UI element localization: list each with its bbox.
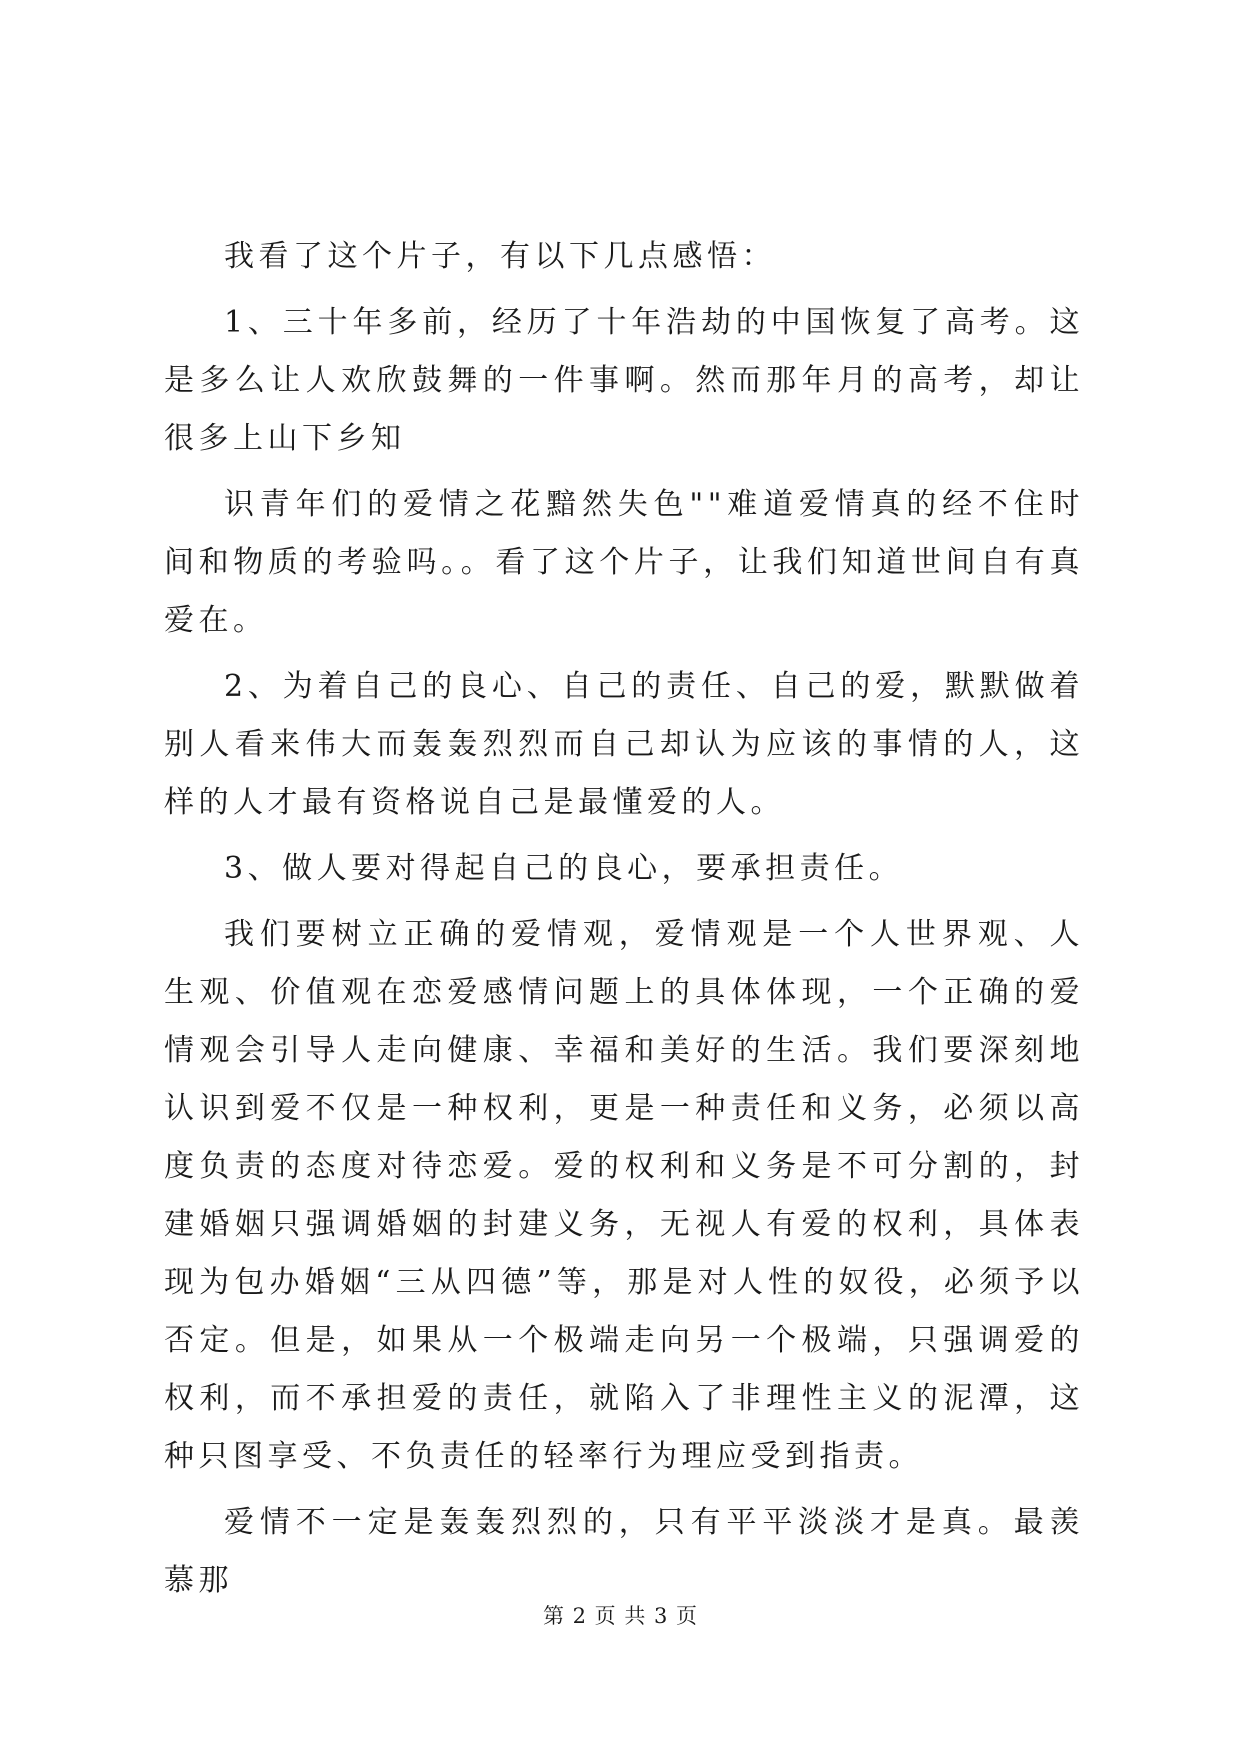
paragraph-point-1: 1、三十年多前，经历了十年浩劫的中国恢复了高考。这是多么让人欢欣鼓舞的一件事啊。然而那年月的高考，却让很多上山下乡知 — [164, 305, 1084, 456]
paragraph-point-3: 3、做人要对得起自己的良心，要承担责任。 — [224, 851, 904, 886]
paragraph-point-2: 2、为着自己的良心、自己的责任、自己的爱，默默做着别人看来伟大而轰轰烈烈而自己却认为应该的事情的人，这样的人才最有资格说自己是最懂爱的人。 — [164, 669, 1084, 820]
paragraph-intro: 我看了这个片子，有以下几点感悟： — [224, 239, 776, 274]
paragraph-closing: 爱情不一定是轰轰烈烈的，只有平平淡淡才是真。最羡慕那 — [164, 1505, 1084, 1598]
paragraph-love-view: 我们要树立正确的爱情观，爱情观是一个人世界观、人生观、价值观在恋爱感情问题上的具体体现，一个正确的爱情观会引导人走向健康、幸福和美好的生活。我们要深刻地认识到爱不仅是一种权利，更是一种责任和义务，必须以高度负责的态度对待恋爱。爱的权利和义务是不可分割的，封建婚姻只强调婚姻的封建义务，无视人有爱的权利，具体表现为包办婚姻“三从四德”等，那是对人性的奴役，必须予以否定。但是，如果从一个极端走向另一个极端，只强调爱的权利，而不承担爱的责任，就陷入了非理性主义的泥潭，这种只图享受、不负责任的轻率行为理应受到指责。 — [164, 917, 1084, 1474]
page-number-footer: 第 2 页 共 3 页 — [542, 1604, 699, 1628]
paragraph-point-1-continued: 识青年们的爱情之花黯然失色""难道爱情真的经不住时间和物质的考验吗。。看了这个片子，让我们知道世间自有真爱在。 — [164, 487, 1084, 638]
document-body — [164, 228, 1084, 1618]
